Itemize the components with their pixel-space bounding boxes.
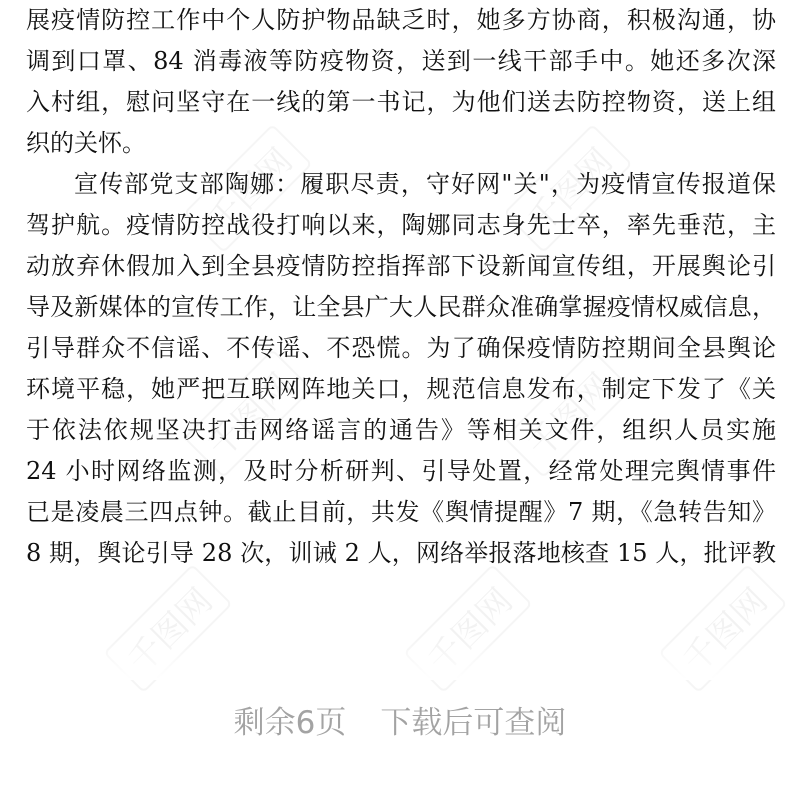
text-line: 展疫情防控工作中个人防护物品缺乏时，她多方协商，积极沟通，协 — [26, 6, 776, 34]
text-line: 调到口罩、84 消毒液等防疫物资，送到一线干部手中。她还多次深 — [26, 47, 776, 75]
text-line: 导及新媒体的宣传工作，让全县广大人民群众准确掌握疫情权威信息， — [26, 293, 776, 321]
text-line: 于依法依规坚决打击网络谣言的通告》等相关文件，组织人员实施 — [26, 416, 776, 444]
watermark-logo: 千图网 — [183, 349, 312, 478]
text-line: 已是凌晨三四点钟。截止目前，共发《舆情提醒》7 期，《急转告知》 — [26, 498, 776, 526]
text-line: 环境平稳，她严把互联网阵地关口，规范信息发布，制定下发了《关 — [26, 375, 776, 403]
content-fade — [0, 640, 800, 680]
watermark-logo: 千图网 — [183, 124, 312, 253]
watermark-logo: 千图网 — [403, 564, 532, 693]
watermark-logo: 千图网 — [103, 564, 232, 693]
paragraph-first-line: 宣传部党支部陶娜：履职尽责，守好网"关"，为疫情宣传报道保 — [74, 170, 776, 198]
text-line: 8 期，舆论引导 28 次，训诫 2 人，网络举报落地核查 15 人，批评教 — [26, 539, 776, 567]
text-line: 24 小时网络监测，及时分析研判、引导处置，经常处理完舆情事件 — [26, 457, 776, 485]
watermark-logo: 千图网 — [503, 349, 632, 478]
watermark-logo: 千图网 — [503, 124, 632, 253]
text-line: 入村组，慰问坚守在一线的第一书记，为他们送去防控物资，送上组 — [26, 88, 776, 116]
download-to-view-label: 下载后可查阅 — [380, 705, 567, 741]
text-line: 引导群众不信谣、不传谣、不恐慌。为了确保疫情防控期间全县舆论 — [26, 334, 776, 362]
read-more-banner[interactable] — [0, 695, 800, 751]
text-line: 驾护航。疫情防控战役打响以来，陶娜同志身先士卒，率先垂范，主 — [26, 211, 776, 239]
watermark-logo: 千图网 — [658, 564, 787, 693]
text-line: 动放弃休假加入到全县疫情防控指挥部下设新闻宣传组，开展舆论引 — [26, 252, 776, 280]
text-line: 织的关怀。 — [26, 129, 146, 157]
remaining-pages-label: 剩余6页 — [233, 705, 347, 741]
